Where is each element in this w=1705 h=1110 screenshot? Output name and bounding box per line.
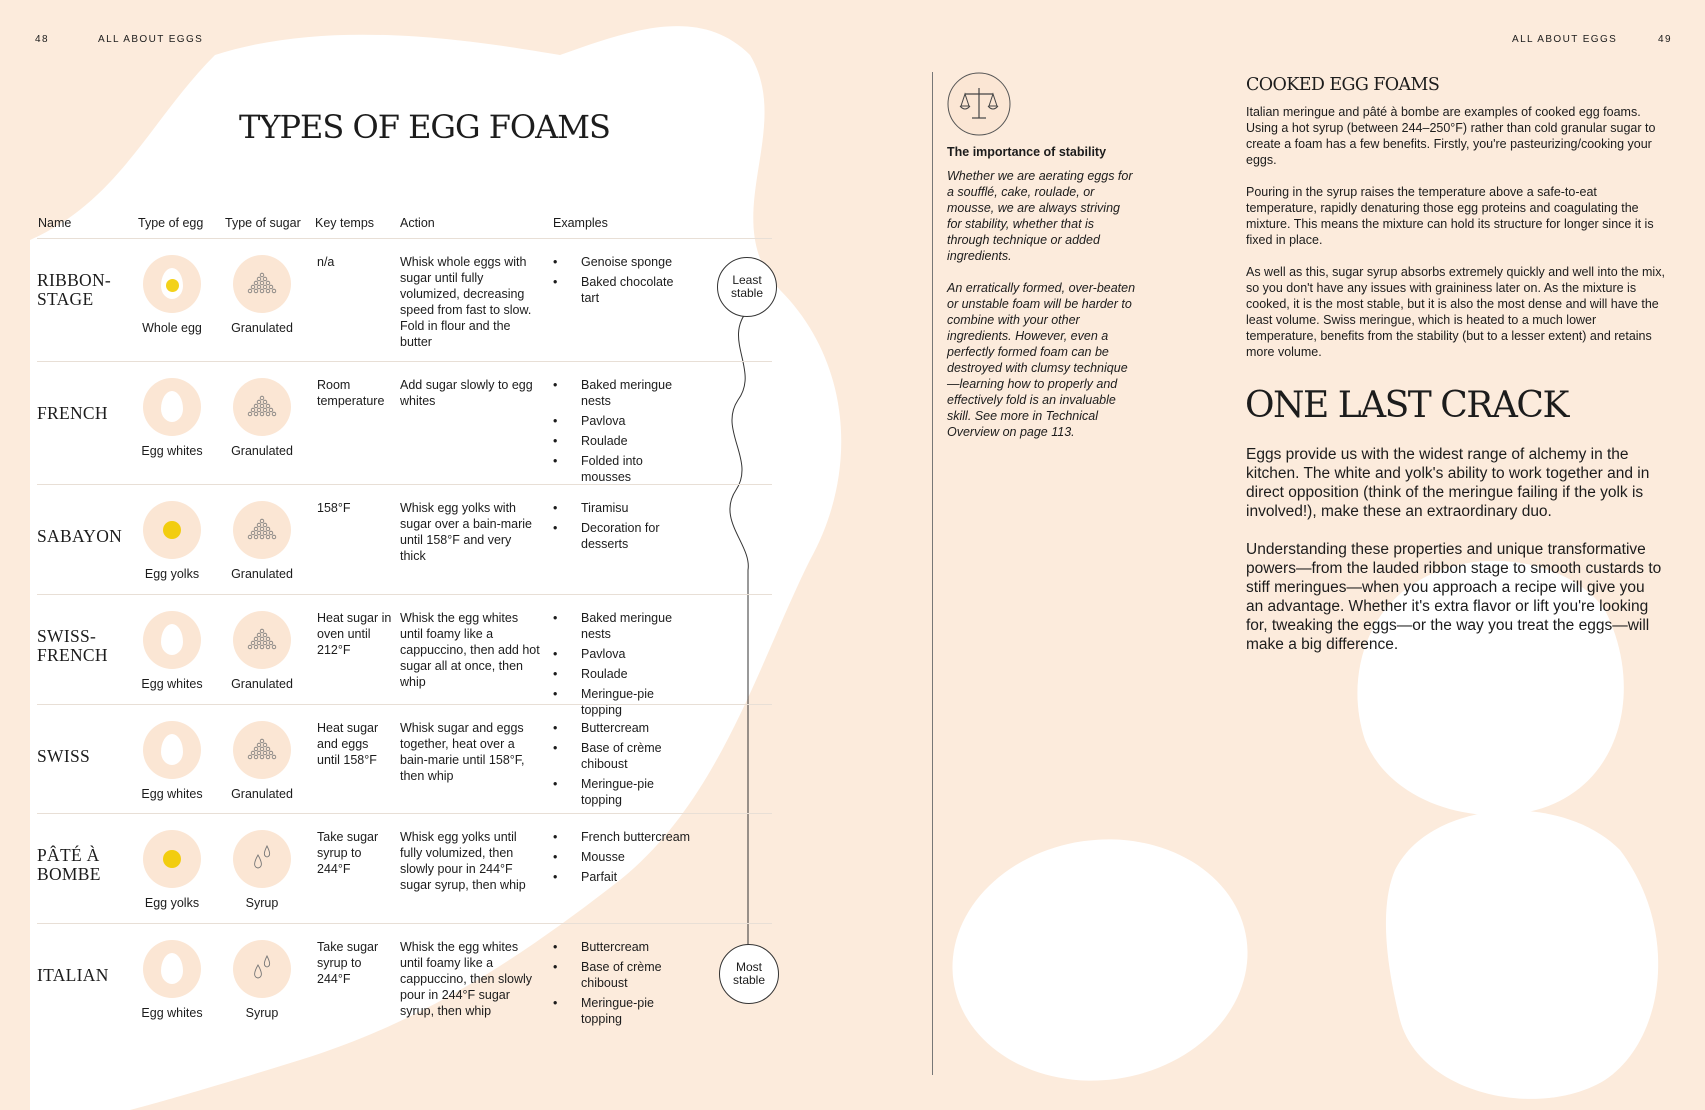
sugar-type-label: Syrup <box>245 896 279 910</box>
page-number-left: 48 <box>35 34 49 45</box>
column-header-examples: Examples <box>553 216 608 230</box>
key-temps: Heat sugar and eggs until 158°F <box>317 721 379 767</box>
examples-list <box>553 377 693 489</box>
example-item: • Buttercream <box>553 939 693 955</box>
table-row <box>37 484 772 595</box>
example-item: • Base of crème chiboust <box>553 959 693 991</box>
sidebar-paragraph-2: An erratically formed, over-beaten or unstable foam will be harder to combine with your other ingredients. However, even a perfectly formed foam can be destroyed with clumsy technique—learning how to properly and effectively fold is an invaluable skill. See more in Technical Overview on page 113. <box>947 281 1136 439</box>
sidebar-heading: The importance of stability <box>947 145 1107 159</box>
least-stable-badge <box>717 257 777 317</box>
column-header-key-temps: Key temps <box>315 216 375 230</box>
example-item: • French buttercream <box>553 829 693 845</box>
column-header-type-of-sugar: Type of sugar <box>225 216 301 230</box>
action-text: Whisk the egg whites until foamy like a cappuccino, then add hot sugar all at once, then whip <box>400 611 540 689</box>
egg-type-label: Egg yolks <box>144 567 200 581</box>
egg-type-label: Whole egg <box>142 321 202 335</box>
example-item: • Baked chocolate tart <box>553 274 693 306</box>
key-temps: Heat sugar in oven until 212°F <box>317 611 392 657</box>
foam-name: RIBBON- STAGE <box>37 270 112 309</box>
egg-white-icon <box>143 378 201 436</box>
example-item: • Tiramisu <box>553 500 693 516</box>
example-item: • Parfait <box>553 869 693 885</box>
syrup-drops-icon <box>233 940 291 998</box>
table-row <box>37 923 772 1034</box>
sugar-type-label: Granulated <box>231 444 293 458</box>
examples-list <box>553 254 693 310</box>
example-item: • Roulade <box>553 666 693 682</box>
egg-white-icon <box>143 721 201 779</box>
sugar-type-label: Granulated <box>231 567 293 581</box>
one-last-crack-heading: ONE LAST CRACK <box>1245 385 1568 426</box>
sugar-pile-glyph <box>233 501 291 559</box>
sugar-type-label: Granulated <box>231 321 293 335</box>
last-crack-paragraph-2: Understanding these properties and unique transformative powers—from the lauded ribbon stage to smooth custards to stiff meringues—when you approach a recipe will give you an advantage. Whether it's extra flavor or lift you're looking for, tweaking the eggs—or the way you treat the eggs—will make a big difference. <box>1246 541 1662 653</box>
most-stable-badge <box>719 944 779 1004</box>
running-head-left: ALL ABOUT EGGS <box>98 34 204 45</box>
example-item: • Baked meringue nests <box>553 377 693 409</box>
egg-yolk-icon <box>143 830 201 888</box>
egg-yolk-icon <box>143 501 201 559</box>
foam-name: SABAYON <box>37 526 123 546</box>
granulated-sugar-icon <box>233 378 291 436</box>
examples-list <box>553 939 693 1031</box>
examples-list <box>553 720 693 812</box>
example-item: • Genoise sponge <box>553 254 693 270</box>
egg-type-label: Egg whites <box>141 787 203 801</box>
egg-type-label: Egg whites <box>141 1006 203 1020</box>
column-header-name: Name <box>38 216 72 230</box>
granulated-sugar-icon <box>233 501 291 559</box>
most-stable-label: Most stable <box>732 960 766 987</box>
whole-egg-icon <box>143 255 201 313</box>
table-row <box>37 704 772 814</box>
example-item: • Roulade <box>553 433 693 449</box>
sugar-type-label: Syrup <box>245 1006 279 1020</box>
example-item: • Decoration for desserts <box>553 520 693 552</box>
example-item: • Pavlova <box>553 413 693 429</box>
example-item: • Meringue-pie topping <box>553 686 693 718</box>
sugar-pile-glyph <box>233 721 291 779</box>
syrup-drops-icon <box>233 830 291 888</box>
column-header-action: Action <box>400 216 435 230</box>
foam-name: FRENCH <box>37 403 108 423</box>
column-header-type-of-egg: Type of egg <box>138 216 204 230</box>
cooked-paragraph-2: Pouring in the syrup raises the temperature above a safe-to-eat temperature, rapidly denaturing those egg proteins and coagulating the mixture. This means the mixture can hold its structure for longer since it is fixed in place. <box>1246 185 1654 247</box>
page-divider-line <box>932 72 933 1075</box>
cooked-egg-foams-heading: COOKED EGG FOAMS <box>1246 75 1440 95</box>
granulated-sugar-icon <box>233 721 291 779</box>
egg-type-label: Egg whites <box>141 444 203 458</box>
sugar-pile-glyph <box>233 255 291 313</box>
example-item: • Baked meringue nests <box>553 610 693 642</box>
example-item: • Pavlova <box>553 646 693 662</box>
action-text: Whisk sugar and eggs together, heat over a bain-marie until 158°F, then whip <box>400 721 525 783</box>
examples-list <box>553 500 693 556</box>
key-temps: n/a <box>317 255 335 269</box>
cooked-paragraph-3: As well as this, sugar syrup absorbs extremely quickly and well into the mix, so you don't have any issues with graininess later on. As the mixture is cooked, it is the most stable, but it is also the most dense and will have the least volume. Swiss meringue, which is heated to a much lower temperature, benefits from the stability (but to a lesser extent) and retains more volume. <box>1246 265 1665 359</box>
sugar-pile-glyph <box>233 611 291 669</box>
yolk-dot <box>163 521 181 539</box>
example-item: • Folded into mousses <box>553 453 693 485</box>
key-temps: 158°F <box>317 501 351 515</box>
table-row <box>37 813 772 924</box>
example-item: • Mousse <box>553 849 693 865</box>
least-stable-label: Least stable <box>730 273 764 300</box>
action-text: Whisk the egg whites until foamy like a cappuccino, then slowly pour in 244°F sugar syrup, then whip <box>400 940 533 1018</box>
foam-name: SWISS <box>37 746 91 766</box>
yolk-dot <box>163 850 181 868</box>
key-temps: Room temperature <box>317 378 385 408</box>
sugar-type-label: Granulated <box>231 677 293 691</box>
balance-scale-icon <box>947 72 1011 136</box>
granulated-sugar-icon <box>233 611 291 669</box>
foam-name: SWISS- FRENCH <box>37 626 108 665</box>
egg-white-icon <box>143 611 201 669</box>
action-text: Add sugar slowly to egg whites <box>400 378 533 408</box>
syrup-drops-glyph <box>233 830 291 888</box>
last-crack-paragraph-1: Eggs provide us with the widest range of alchemy in the kitchen. The white and yolk's ability to work together and in direct opposition (think of the meringue failing if the yolk is involved!), make these an extraordinary duo. <box>1246 446 1650 520</box>
page-number-right: 49 <box>1658 34 1672 45</box>
example-item: • Base of crème chiboust <box>553 740 693 772</box>
action-text: Whisk egg yolks with sugar over a bain-marie until 158°F and very thick <box>400 501 533 563</box>
egg-shape <box>161 734 183 765</box>
example-item: • Meringue-pie topping <box>553 776 693 808</box>
sugar-pile-glyph <box>233 378 291 436</box>
egg-type-label: Egg whites <box>141 677 203 691</box>
example-item: • Buttercream <box>553 720 693 736</box>
granulated-sugar-icon <box>233 255 291 313</box>
cooked-paragraph-1: Italian meringue and pâté à bombe are examples of cooked egg foams. Using a hot syrup (between 244–250°F) rather than cold granular sugar to create a foam has a few benefits. Firstly, you're pasteurizing/cooking your eggs. <box>1246 105 1656 167</box>
egg-shape <box>161 624 183 655</box>
sidebar-paragraph-1: Whether we are aerating eggs for a soufflé, cake, roulade, or mousse, we are always striving for stability, whether that is through technique or added ingredients. <box>947 169 1133 263</box>
egg-shape <box>161 953 183 984</box>
action-text: Whisk egg yolks until fully volumized, then slowly pour in 244°F sugar syrup, then whip <box>400 830 526 892</box>
key-temps: Take sugar syrup to 244°F <box>317 940 379 986</box>
action-text: Whisk whole eggs with sugar until fully volumized, decreasing speed from fast to slow. Fold in flour and the butter <box>400 255 532 349</box>
running-head-right: ALL ABOUT EGGS <box>1512 34 1618 45</box>
foam-name: PÂTÉ À BOMBE <box>37 845 101 884</box>
egg-shape <box>161 268 183 299</box>
egg-white-icon <box>143 940 201 998</box>
example-item: • Meringue-pie topping <box>553 995 693 1027</box>
foam-name: ITALIAN <box>37 965 109 985</box>
egg-type-label: Egg yolks <box>144 896 200 910</box>
yolk-dot <box>166 279 179 292</box>
sugar-type-label: Granulated <box>231 787 293 801</box>
syrup-drops-glyph <box>233 940 291 998</box>
key-temps: Take sugar syrup to 244°F <box>317 830 379 876</box>
egg-shape <box>161 391 183 422</box>
table-row <box>37 594 772 717</box>
examples-list <box>553 829 693 889</box>
page-title: TYPES OF EGG FOAMS <box>239 108 610 146</box>
table-row <box>37 238 772 362</box>
table-row <box>37 361 772 485</box>
